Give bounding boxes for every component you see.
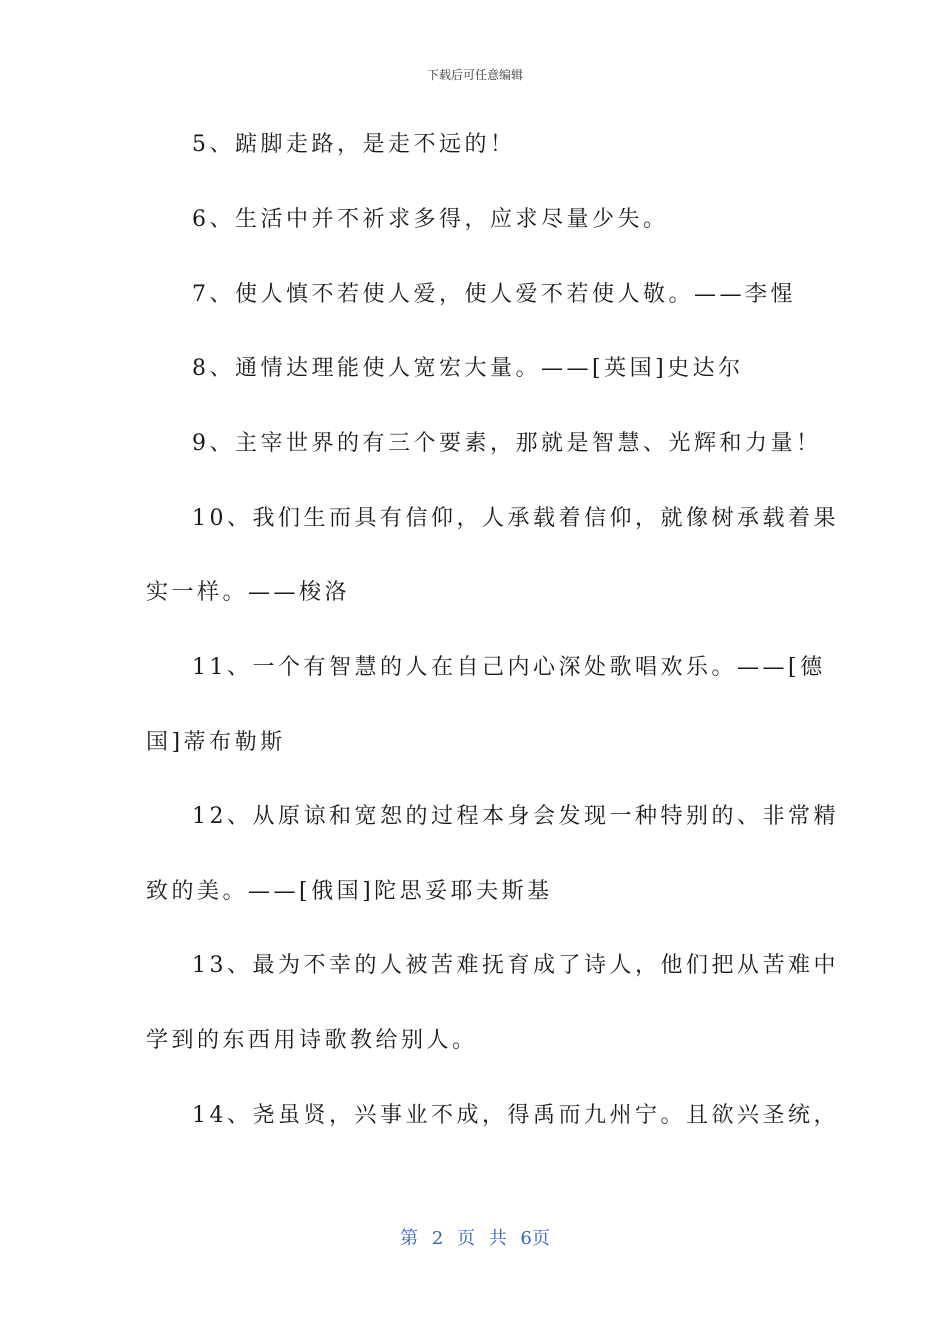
- quote-5: 5、踮脚走路，是走不远的！: [192, 132, 516, 157]
- quote-12-line-1: 12、从原谅和宽恕的过程本身会发现一种特别的、非常精: [192, 804, 839, 829]
- quote-13-line-1: 13、最为不幸的人被苦难抚育成了诗人，他们把从苦难中: [192, 953, 839, 978]
- page-header: 下载后可任意编辑: [426, 68, 523, 82]
- quote-11-line-1: 11、一个有智慧的人在自己内心深处歌唱欢乐。——[德: [192, 655, 826, 680]
- quote-13-line-2: 学到的东西用诗歌教给别人。: [146, 1028, 478, 1053]
- quote-14-line-1: 14、尧虽贤，兴事业不成，得禹而九州宁。且欲兴圣统，: [192, 1103, 839, 1128]
- page-number-footer: 第 2 页 共 6页: [400, 1228, 550, 1249]
- quote-10-line-2: 实一样。——梭洛: [146, 580, 351, 605]
- quote-12-line-2: 致的美。——[俄国]陀思妥耶夫斯基: [146, 879, 553, 904]
- quote-8: 8、通情达理能使人宽宏大量。——[英国]史达尔: [192, 356, 744, 381]
- quote-10-line-1: 10、我们生而具有信仰，人承载着信仰，就像树承载着果: [192, 506, 839, 531]
- quote-6: 6、生活中并不祈求多得，应求尽量少失。: [192, 207, 669, 232]
- quote-9: 9、主宰世界的有三个要素，那就是智慧、光辉和力量！: [192, 431, 822, 456]
- quote-11-line-2: 国]蒂布勒斯: [146, 730, 286, 755]
- quote-7: 7、使人慎不若使人爱，使人爱不若使人敬。——李惺: [192, 282, 796, 307]
